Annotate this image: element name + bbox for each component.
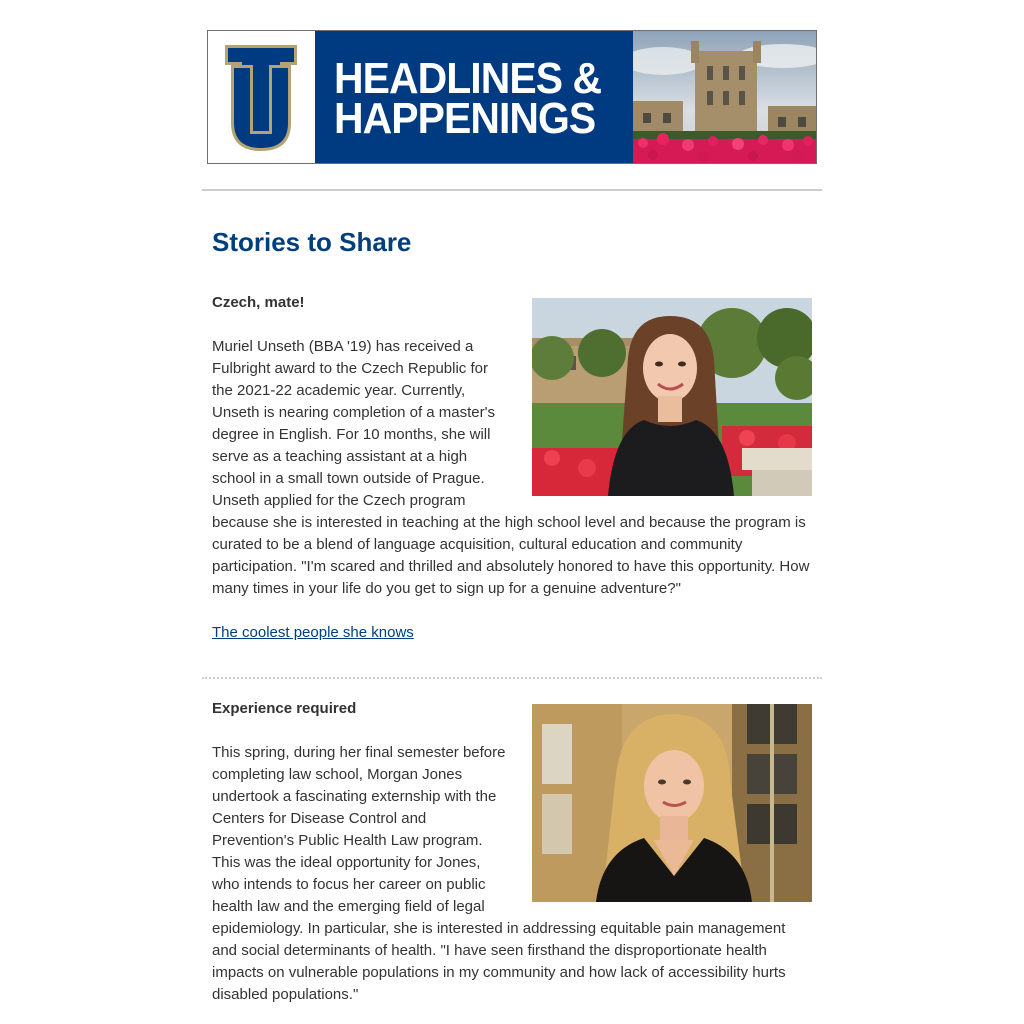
story-czech-mate [212, 292, 812, 644]
header-divider [202, 189, 822, 191]
story-experience-required [212, 698, 812, 1006]
newsletter-banner[interactable] [207, 30, 817, 164]
banner-title-line2: HAPPENINGS [334, 94, 596, 143]
muriel-unseth-photo [532, 298, 812, 496]
campus-tower-photo [633, 31, 816, 163]
story-body: Muriel Unseth (BBA '19) has received a Fulbright award to the Czech Republic for the 2021-22 academic year. Currently, Unseth is nearing completion of a master's degree in English. For 10 months, she will serve as a teaching assistant at a high school in a small town outside of Prague. Unseth applied for the Czech program because she is interested in teaching at the high school level and because the program is curated to be a blend of language acquisition, cultural education and community participation. "I'm scared and thrilled and absolutely honored to have this opportunity. How many times in your life do you get to sign up for a genuine adventure?" [212, 338, 810, 597]
section-heading: Stories to Share [212, 227, 412, 257]
story-title: Experience required [212, 700, 357, 717]
story-divider [202, 677, 822, 679]
banner-title [315, 31, 633, 163]
story-title: Czech, mate! [212, 294, 305, 311]
morgan-jones-photo [532, 704, 812, 902]
banner-title-line1: HEADLINES & [334, 54, 602, 103]
story-body: This spring, during her final semester before completing law school, Morgan Jones undertook a fascinating externship with the Centers for Disease Control and Prevention's Public Health Law program. This was the ideal opportunity for Jones, who intends to focus her career on public health law and the emerging field of legal epidemiology. In particular, she is interested in addressing equitable pain management and social determinants of health. "I have seen firsthand the disproportionate health impacts on vulnerable populations in my community and how lack of accessibility hurts disabled populations." [212, 744, 786, 1003]
tu-logo-icon [208, 31, 315, 163]
story-link-coolest-people[interactable]: The coolest people she knows [212, 624, 414, 641]
